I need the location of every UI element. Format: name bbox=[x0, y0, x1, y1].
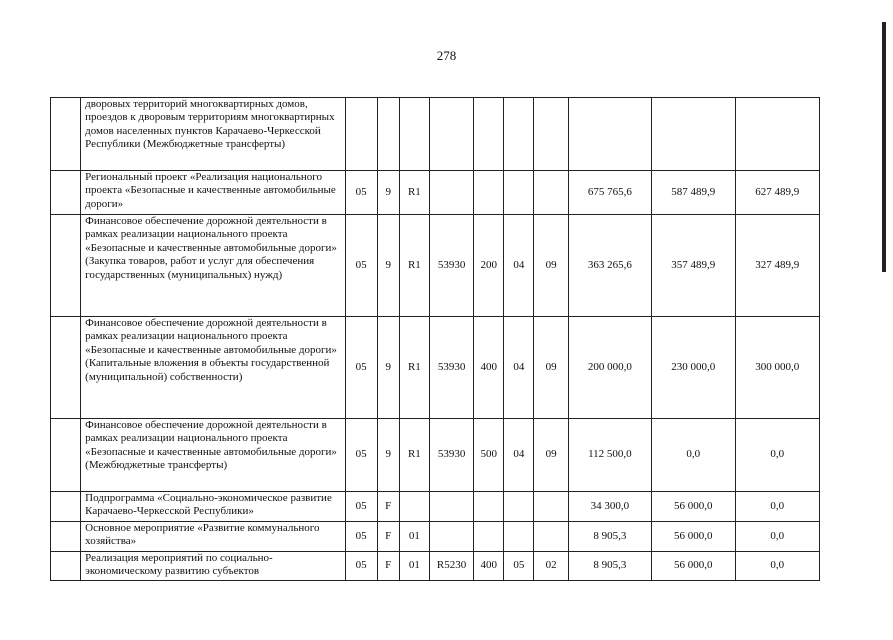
scan-edge-mark bbox=[882, 22, 886, 272]
amount-year-1: 34 300,0 bbox=[568, 492, 651, 522]
table-row bbox=[51, 419, 820, 492]
code-ministry: 05 bbox=[345, 522, 377, 552]
code-ministry: 05 bbox=[345, 171, 377, 215]
code-direction bbox=[429, 492, 473, 522]
code-ministry: 05 bbox=[345, 552, 377, 581]
table-row bbox=[51, 522, 820, 552]
amount-year-3: 0,0 bbox=[735, 492, 820, 522]
code-subprogram: 01 bbox=[399, 552, 429, 581]
code-ministry bbox=[345, 98, 377, 171]
item-name: Финансовое обеспечение дорожной деятельности в рамках реализации национального проекта «Безопасные и качественные автомобильные дороги» (Межбюджетные трансферты) bbox=[81, 419, 345, 492]
row-indent-cell bbox=[51, 171, 81, 215]
code-direction bbox=[429, 171, 473, 215]
amount-year-3: 0,0 bbox=[735, 552, 820, 581]
code-subsection: 02 bbox=[534, 552, 568, 581]
amount-year-1: 363 265,6 bbox=[568, 215, 651, 317]
table-row bbox=[51, 317, 820, 419]
code-subprogram: 01 bbox=[399, 522, 429, 552]
item-name: Основное мероприятие «Развитие коммунального хозяйства» bbox=[81, 522, 345, 552]
code-program bbox=[377, 98, 399, 171]
code-section bbox=[504, 492, 534, 522]
amount-year-2: 56 000,0 bbox=[652, 522, 735, 552]
row-indent-cell bbox=[51, 522, 81, 552]
amount-year-2: 0,0 bbox=[652, 419, 735, 492]
code-section: 04 bbox=[504, 317, 534, 419]
amount-year-1: 112 500,0 bbox=[568, 419, 651, 492]
amount-year-1: 8 905,3 bbox=[568, 522, 651, 552]
code-ministry: 05 bbox=[345, 215, 377, 317]
code-subsection: 09 bbox=[534, 419, 568, 492]
code-direction bbox=[429, 522, 473, 552]
code-expense-type bbox=[474, 522, 504, 552]
code-program: F bbox=[377, 492, 399, 522]
code-subprogram bbox=[399, 492, 429, 522]
code-program: 9 bbox=[377, 171, 399, 215]
code-section bbox=[504, 98, 534, 171]
row-indent-cell bbox=[51, 317, 81, 419]
code-direction: R5230 bbox=[429, 552, 473, 581]
amount-year-3: 0,0 bbox=[735, 419, 820, 492]
code-subsection bbox=[534, 522, 568, 552]
code-subprogram: R1 bbox=[399, 171, 429, 215]
amount-year-1: 8 905,3 bbox=[568, 552, 651, 581]
code-direction bbox=[429, 98, 473, 171]
amount-year-1 bbox=[568, 98, 651, 171]
code-expense-type bbox=[474, 98, 504, 171]
code-direction: 53930 bbox=[429, 215, 473, 317]
amount-year-3 bbox=[735, 98, 820, 171]
code-expense-type bbox=[474, 171, 504, 215]
code-section: 04 bbox=[504, 215, 534, 317]
code-subprogram: R1 bbox=[399, 317, 429, 419]
amount-year-2 bbox=[652, 98, 735, 171]
code-subprogram: R1 bbox=[399, 419, 429, 492]
code-subsection bbox=[534, 98, 568, 171]
item-name: дворовых территорий многоквартирных домов, проездов к дворовым территориям многоквартирных домов населенных пунктов Карачаево-Черкесской Республики (Межбюджетные трансферты) bbox=[81, 98, 345, 171]
code-expense-type bbox=[474, 492, 504, 522]
code-subprogram: R1 bbox=[399, 215, 429, 317]
amount-year-2: 56 000,0 bbox=[652, 552, 735, 581]
item-name: Финансовое обеспечение дорожной деятельности в рамках реализации национального проекта «Безопасные и качественные автомобильные дороги» (Капитальные вложения в объекты государственной (муниципальной) собственности) bbox=[81, 317, 345, 419]
code-ministry: 05 bbox=[345, 317, 377, 419]
code-section bbox=[504, 522, 534, 552]
code-expense-type: 400 bbox=[474, 317, 504, 419]
code-ministry: 05 bbox=[345, 419, 377, 492]
code-section bbox=[504, 171, 534, 215]
table-row bbox=[51, 98, 820, 171]
amount-year-2: 357 489,9 bbox=[652, 215, 735, 317]
code-direction: 53930 bbox=[429, 419, 473, 492]
row-indent-cell bbox=[51, 419, 81, 492]
amount-year-1: 200 000,0 bbox=[568, 317, 651, 419]
code-subsection bbox=[534, 171, 568, 215]
item-name: Подпрограмма «Социально-экономическое развитие Карачаево-Черкесской Республики» bbox=[81, 492, 345, 522]
amount-year-3: 300 000,0 bbox=[735, 317, 820, 419]
code-section: 04 bbox=[504, 419, 534, 492]
amount-year-3: 0,0 bbox=[735, 522, 820, 552]
amount-year-2: 230 000,0 bbox=[652, 317, 735, 419]
row-indent-cell bbox=[51, 215, 81, 317]
code-section: 05 bbox=[504, 552, 534, 581]
code-expense-type: 200 bbox=[474, 215, 504, 317]
row-indent-cell bbox=[51, 98, 81, 171]
amount-year-2: 56 000,0 bbox=[652, 492, 735, 522]
code-program: 9 bbox=[377, 215, 399, 317]
row-indent-cell bbox=[51, 492, 81, 522]
code-program: 9 bbox=[377, 419, 399, 492]
code-program: F bbox=[377, 552, 399, 581]
item-name: Финансовое обеспечение дорожной деятельности в рамках реализации национального проекта «Безопасные и качественные автомобильные дороги» (Закупка товаров, работ и услуг для обеспечения государственных (муниципальных) нужд) bbox=[81, 215, 345, 317]
code-subsection: 09 bbox=[534, 215, 568, 317]
amount-year-1: 675 765,6 bbox=[568, 171, 651, 215]
code-subsection: 09 bbox=[534, 317, 568, 419]
amount-year-3: 627 489,9 bbox=[735, 171, 820, 215]
amount-year-2: 587 489,9 bbox=[652, 171, 735, 215]
code-program: 9 bbox=[377, 317, 399, 419]
code-subprogram bbox=[399, 98, 429, 171]
code-expense-type: 500 bbox=[474, 419, 504, 492]
code-direction: 53930 bbox=[429, 317, 473, 419]
table-row bbox=[51, 215, 820, 317]
page-number: 278 bbox=[436, 48, 457, 63]
row-indent-cell bbox=[51, 552, 81, 581]
code-program: F bbox=[377, 522, 399, 552]
table-row bbox=[51, 171, 820, 215]
code-subsection bbox=[534, 492, 568, 522]
item-name: Региональный проект «Реализация национального проекта «Безопасные и качественные автомобильные дороги» bbox=[81, 171, 345, 215]
table-row bbox=[51, 492, 820, 522]
code-ministry: 05 bbox=[345, 492, 377, 522]
table-row bbox=[51, 552, 820, 581]
code-expense-type: 400 bbox=[474, 552, 504, 581]
amount-year-3: 327 489,9 bbox=[735, 215, 820, 317]
item-name: Реализация мероприятий по социально-экономическому развитию субъектов bbox=[81, 552, 345, 581]
budget-table bbox=[50, 97, 820, 581]
